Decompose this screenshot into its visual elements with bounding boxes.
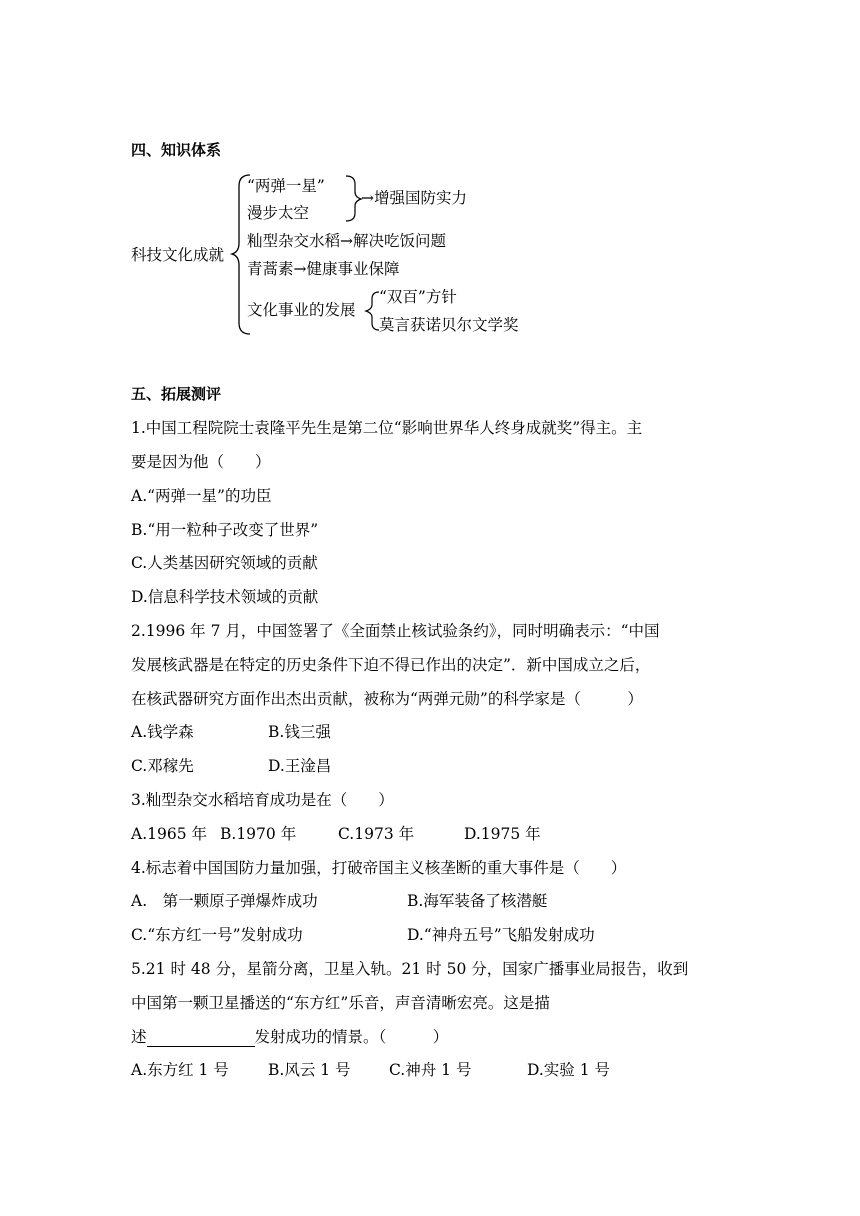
q4-option-d: D.“神舟五号”飞船发射成功 [407,926,595,944]
q4-stem: 4.标志着中国国防力量加强，打破帝国主义核垄断的重大事件是（ ） [131,859,627,877]
q1-option-a: A.“两弹一星”的功臣 [131,487,272,505]
tree-branch4-label: 文化事业的发展 [247,301,356,319]
section5-heading: 五、拓展测评 [131,385,222,403]
section4-heading: 四、知识体系 [131,141,222,159]
tree-branch4-item2: 莫言获诺贝尔文学奖 [379,316,519,334]
q1-stem-line2: 要是因为他（ ） [131,453,271,471]
q5-option-c: C.神舟 1 号 [389,1061,472,1079]
q2-option-d: D.王淦昌 [268,757,332,775]
q2-option-b: B.钱三强 [268,723,331,741]
q5-option-d: D.实验 1 号 [527,1061,611,1079]
q3-option-c: C.1973 年 [338,825,415,843]
tree-branch1-item2: 漫步太空 [247,204,310,222]
q2-stem-line1: 2.1996 年 7 月，中国签署了《全面禁止核试验条约》，同时明确表示：“中国 [131,622,660,640]
q4-option-c: C.“东方红一号”发射成功 [131,926,303,944]
tree-branch4-item1: “双百”方针 [379,288,457,306]
q2-option-a: A.钱学森 [131,723,194,741]
q3-option-d: D.1975 年 [464,825,541,843]
q3-stem: 3.籼型杂交水稻培育成功是在（ ） [131,791,394,809]
q2-stem-line3: 在核武器研究方面作出杰出贡献，被称为“两弹元勋”的科学家是（ ） [131,690,643,708]
q5-stem-line1: 5.21 时 48 分，星箭分离，卫星入轨。21 时 50 分，国家广播事业局报告，收到 [131,960,689,978]
q1-option-c: C.人类基因研究领域的贡献 [131,554,318,572]
q5-answer-blank[interactable] [147,1030,255,1047]
q5-option-a: A.东方红 1 号 [131,1061,229,1079]
q5-option-b: B.风云 1 号 [268,1061,351,1079]
q5-stem-line3 [131,1027,448,1047]
q2-option-c: C.邓稼先 [131,757,194,775]
q1-stem-line1: 1.中国工程院院士袁隆平先生是第二位“影响世界华人终身成就奖”得主。主 [131,419,643,437]
q1-option-b: B.“用一粒种子改变了世界” [131,521,319,539]
q3-option-b: B.1970 年 [220,825,297,843]
q4-option-a: A. 第一颗原子弹爆炸成功 [131,892,318,910]
tree-branch2: 籼型杂交水稻→解决吃饭问题 [247,232,446,250]
q5-stem-line3-pre: 述 [131,1028,147,1046]
q5-stem-line3-post: 发射成功的情景。（ ） [254,1028,449,1046]
q4-option-b: B.海军装备了核潜艇 [407,892,548,910]
q3-option-a: A.1965 年 [131,825,207,843]
tree-branch3: 青蒿素→健康事业保障 [247,260,400,278]
q1-option-d: D.信息科学技术领域的贡献 [131,588,319,606]
tree-root: 科技文化成就 [131,246,225,264]
tree-branch1-item1: “两弹一星” [247,177,325,195]
tree-branch1-result: →增强国防实力 [361,189,467,207]
q5-stem-line2: 中国第一颗卫星播送的“东方红”乐音，声音清晰宏亮。这是描 [131,994,550,1012]
q2-stem-line2: 发展核武器是在特定的历史条件下迫不得已作出的决定”．新中国成立之后， [131,656,651,674]
